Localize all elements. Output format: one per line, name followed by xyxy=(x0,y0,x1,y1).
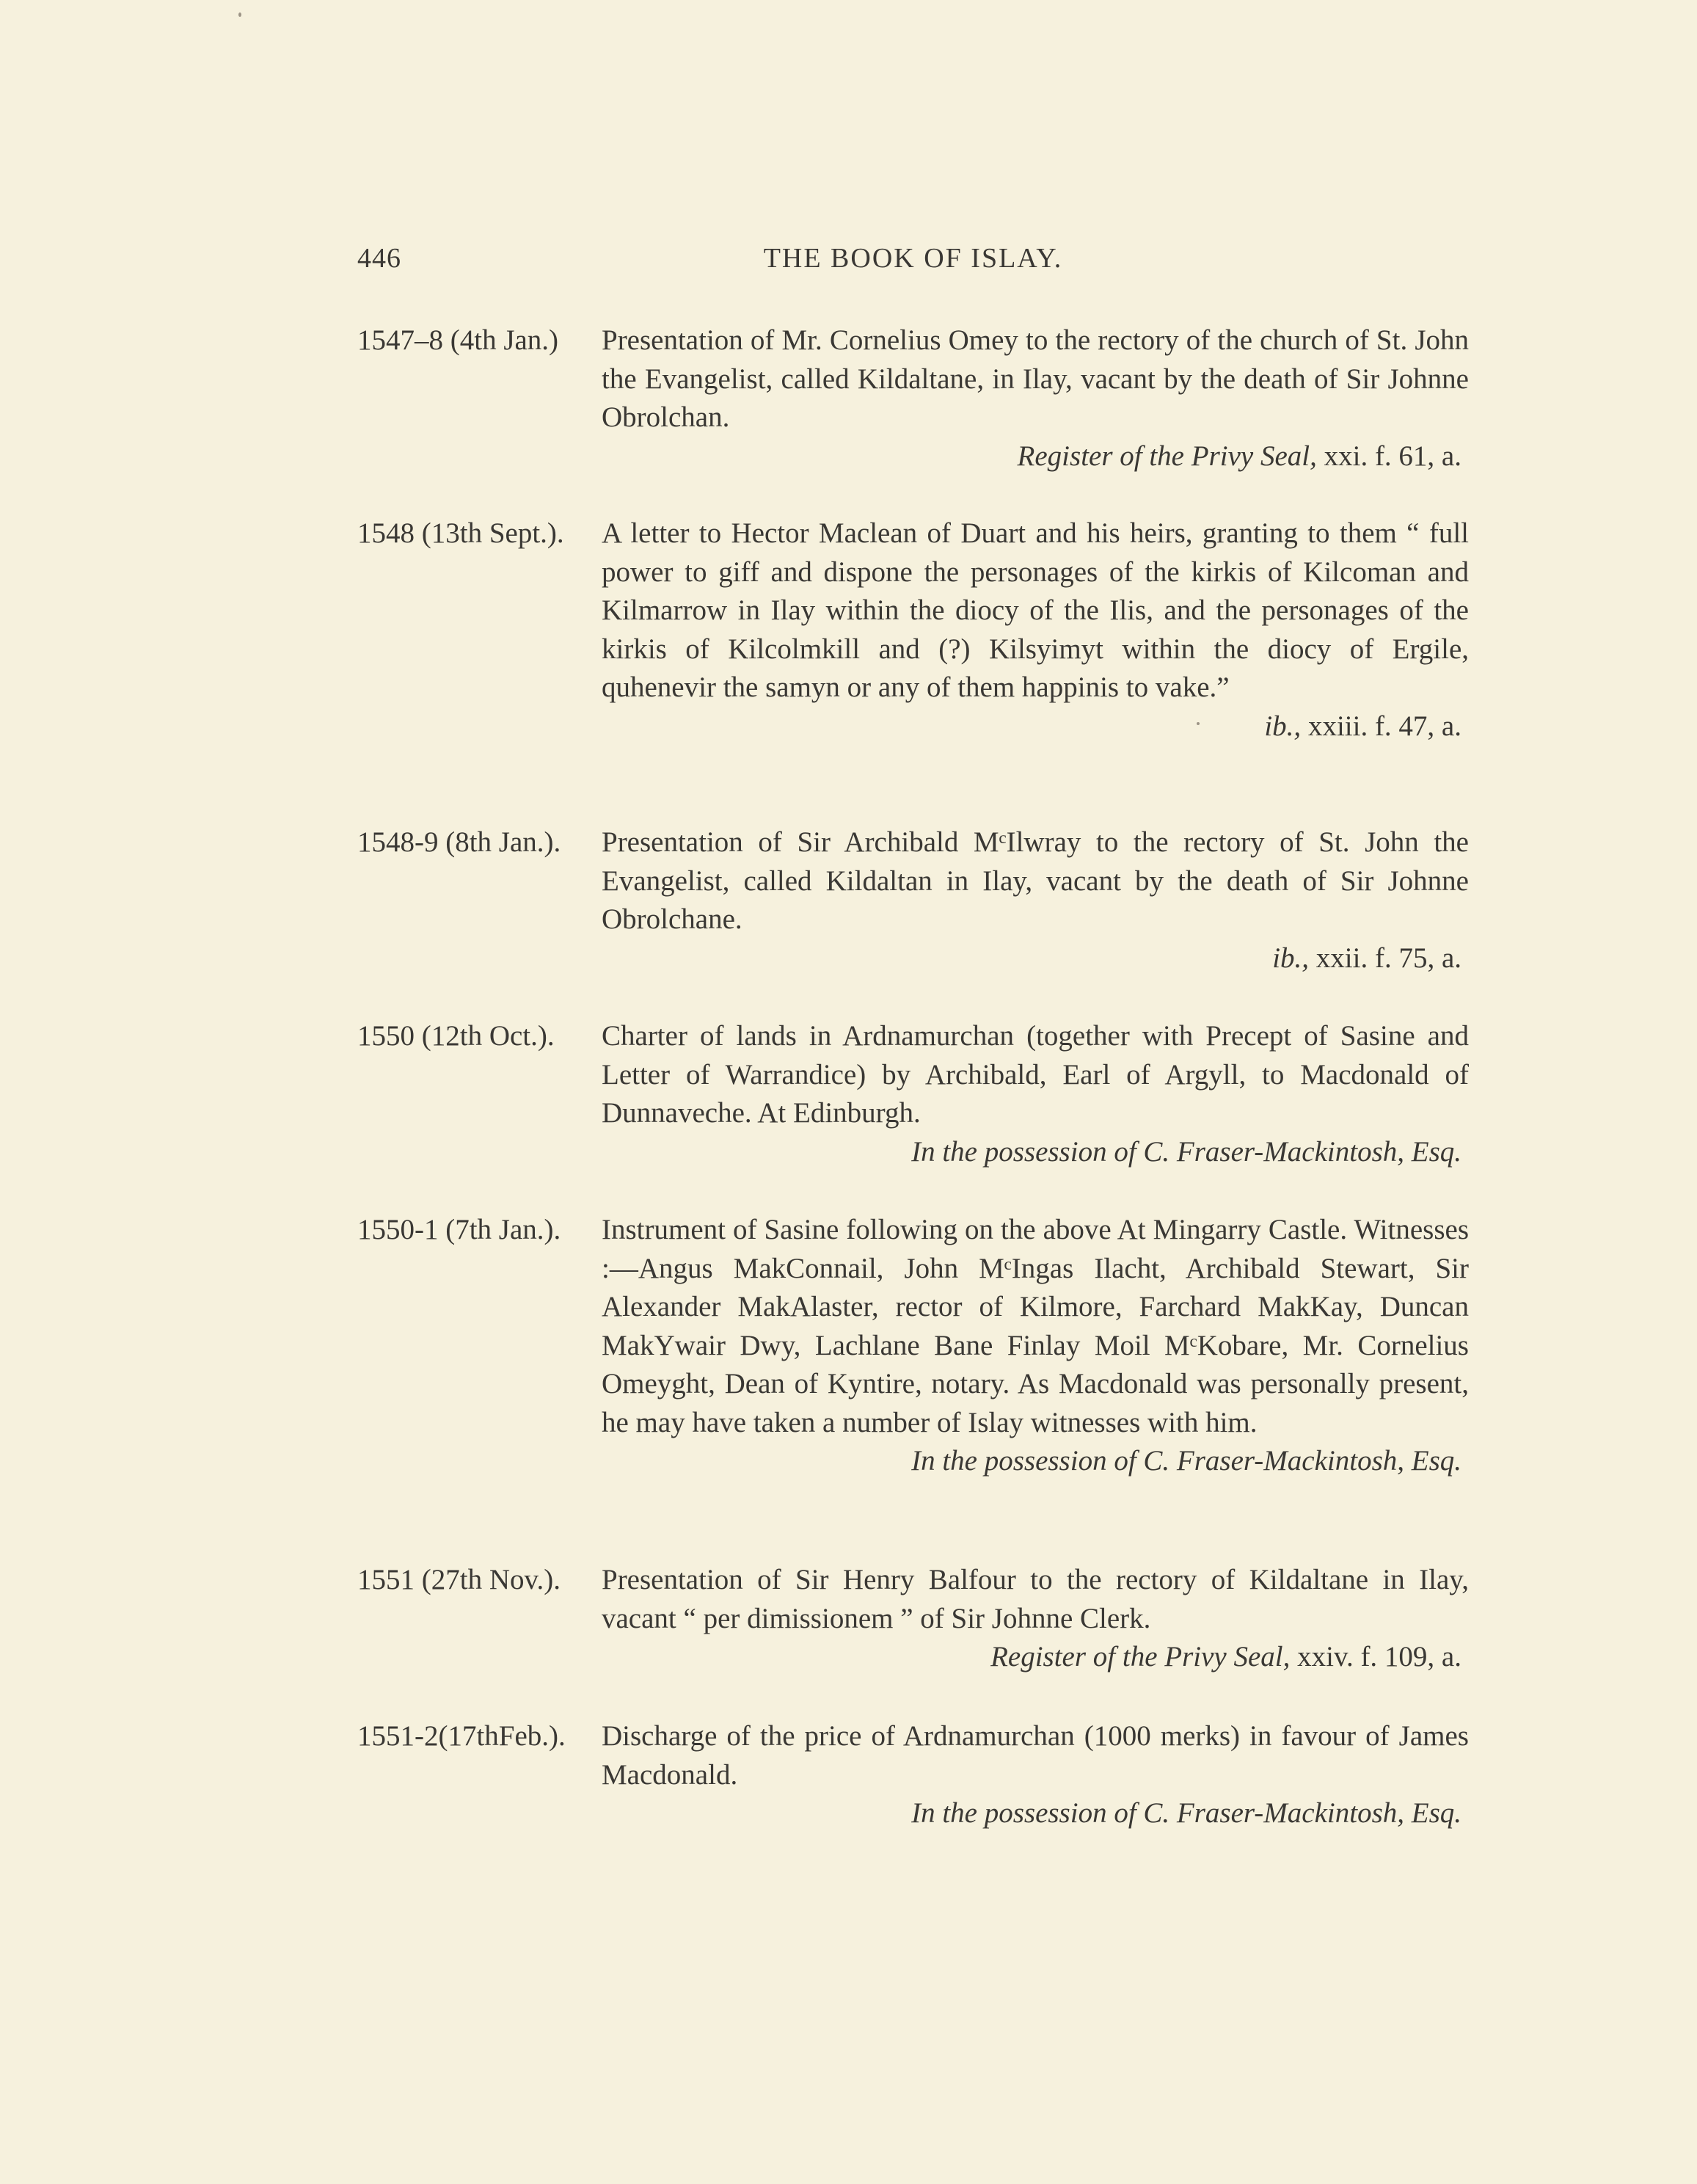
entry-date: 1548-9 (8th Jan.). xyxy=(357,826,561,858)
entry-date: 1547–8 (4th Jan.) xyxy=(357,324,559,356)
entry-source xyxy=(357,707,1469,746)
entry-1550-1 xyxy=(357,1211,1469,1481)
entry-date: 1548 (13th Sept.). xyxy=(357,517,564,549)
running-title: THE BOOK OF ISLAY. xyxy=(763,243,1063,274)
entry-source xyxy=(357,939,1469,978)
entry-1551-2 xyxy=(357,1717,1469,1833)
entry-text: Charter of lands in Ardnamurchan (together with Precept of Sasine and Letter of Warrandice) by Archibald, Earl of Argyll, to Macdonald of Dunnaveche. At Edinburgh. xyxy=(602,1020,1469,1129)
entry-source xyxy=(357,1133,1469,1172)
entry-source xyxy=(357,437,1469,476)
source-title: ib., xyxy=(1264,710,1302,742)
entry-source xyxy=(357,1794,1469,1833)
entry-1548 xyxy=(357,514,1469,746)
entry-date: 1551 (27th Nov.). xyxy=(357,1564,561,1595)
entry-1548-9 xyxy=(357,823,1469,978)
entry-1547-8 xyxy=(357,321,1469,476)
paper-speck xyxy=(1197,722,1200,725)
page-header xyxy=(357,242,1469,280)
entry-text: Instrument of Sasine following on the above At Mingarry Castle. Witnesses :—Angus MakConnail, John MᶜIngas Ilacht, Archibald Stewart, Sir Alexander MakAlaster, rector of Kilmore, Farchard MakKay, Duncan MakYwair Dwy, Lachlane Bane Finlay Moil MᶜKobare, Mr. Cornelius Omeyght, Dean of Kyntire, notary. As Macdonald was personally present, he may have taken a number of Islay witnesses with him. xyxy=(602,1214,1469,1438)
entry-text: Presentation of Sir Henry Balfour to the rectory of Kildaltane in Ilay, vacant “ per dimissionem ” of Sir Johnne Clerk. xyxy=(602,1564,1469,1634)
source-title: Register of the Privy Seal, xyxy=(990,1641,1291,1672)
source-title: In the possession of C. Fraser-Mackintosh, Esq. xyxy=(911,1445,1461,1477)
source-title: ib., xyxy=(1272,942,1310,974)
source-title: In the possession of C. Fraser-Mackintosh, Esq. xyxy=(911,1797,1461,1829)
source-title: Register of the Privy Seal, xyxy=(1017,440,1317,472)
source-reference: xxii. f. 75, a. xyxy=(1309,942,1461,974)
entry-text: Discharge of the price of Ardnamurchan (1000 merks) in favour of James Macdonald. xyxy=(602,1720,1469,1791)
entry-text: Presentation of Mr. Cornelius Omey to the rectory of the church of St. John the Evangelist, called Kildaltane, in Ilay, vacant by the death of Sir Johnne Obrolchan. xyxy=(602,324,1469,433)
source-reference: xxiii. f. 47, a. xyxy=(1301,710,1461,742)
entry-source xyxy=(357,1638,1469,1677)
page-number: 446 xyxy=(357,243,401,274)
source-reference: xxi. f. 61, a. xyxy=(1316,440,1461,472)
entry-text: Presentation of Sir Archibald MᶜIlwray to the rectory of St. John the Evangelist, called Kildaltan in Ilay, vacant by the death of Sir Johnne Obrolchane. xyxy=(602,826,1469,935)
entry-date: 1551-2(17thFeb.). xyxy=(357,1720,566,1752)
paper-speck xyxy=(238,12,241,17)
entry-date: 1550-1 (7th Jan.). xyxy=(357,1214,561,1245)
source-reference: xxiv. f. 109, a. xyxy=(1290,1641,1461,1672)
entry-text: A letter to Hector Maclean of Duart and his heirs, granting to them “ full power to giff and dispone the personages of the kirkis of Kilcoman and Kilmarrow in Ilay within the diocy of the Ilis, and the personages of the kirkis of Kilcolmkill and (?) Kilsyimyt within the diocy of Ergile, quhenevir the samyn or any of them happinis to vake.” xyxy=(602,517,1469,703)
entry-date: 1550 (12th Oct.). xyxy=(357,1020,555,1052)
entry-1550 xyxy=(357,1017,1469,1171)
entry-source xyxy=(357,1442,1469,1481)
source-title: In the possession of C. Fraser-Mackintosh, Esq. xyxy=(911,1135,1461,1168)
entry-1551 xyxy=(357,1561,1469,1677)
